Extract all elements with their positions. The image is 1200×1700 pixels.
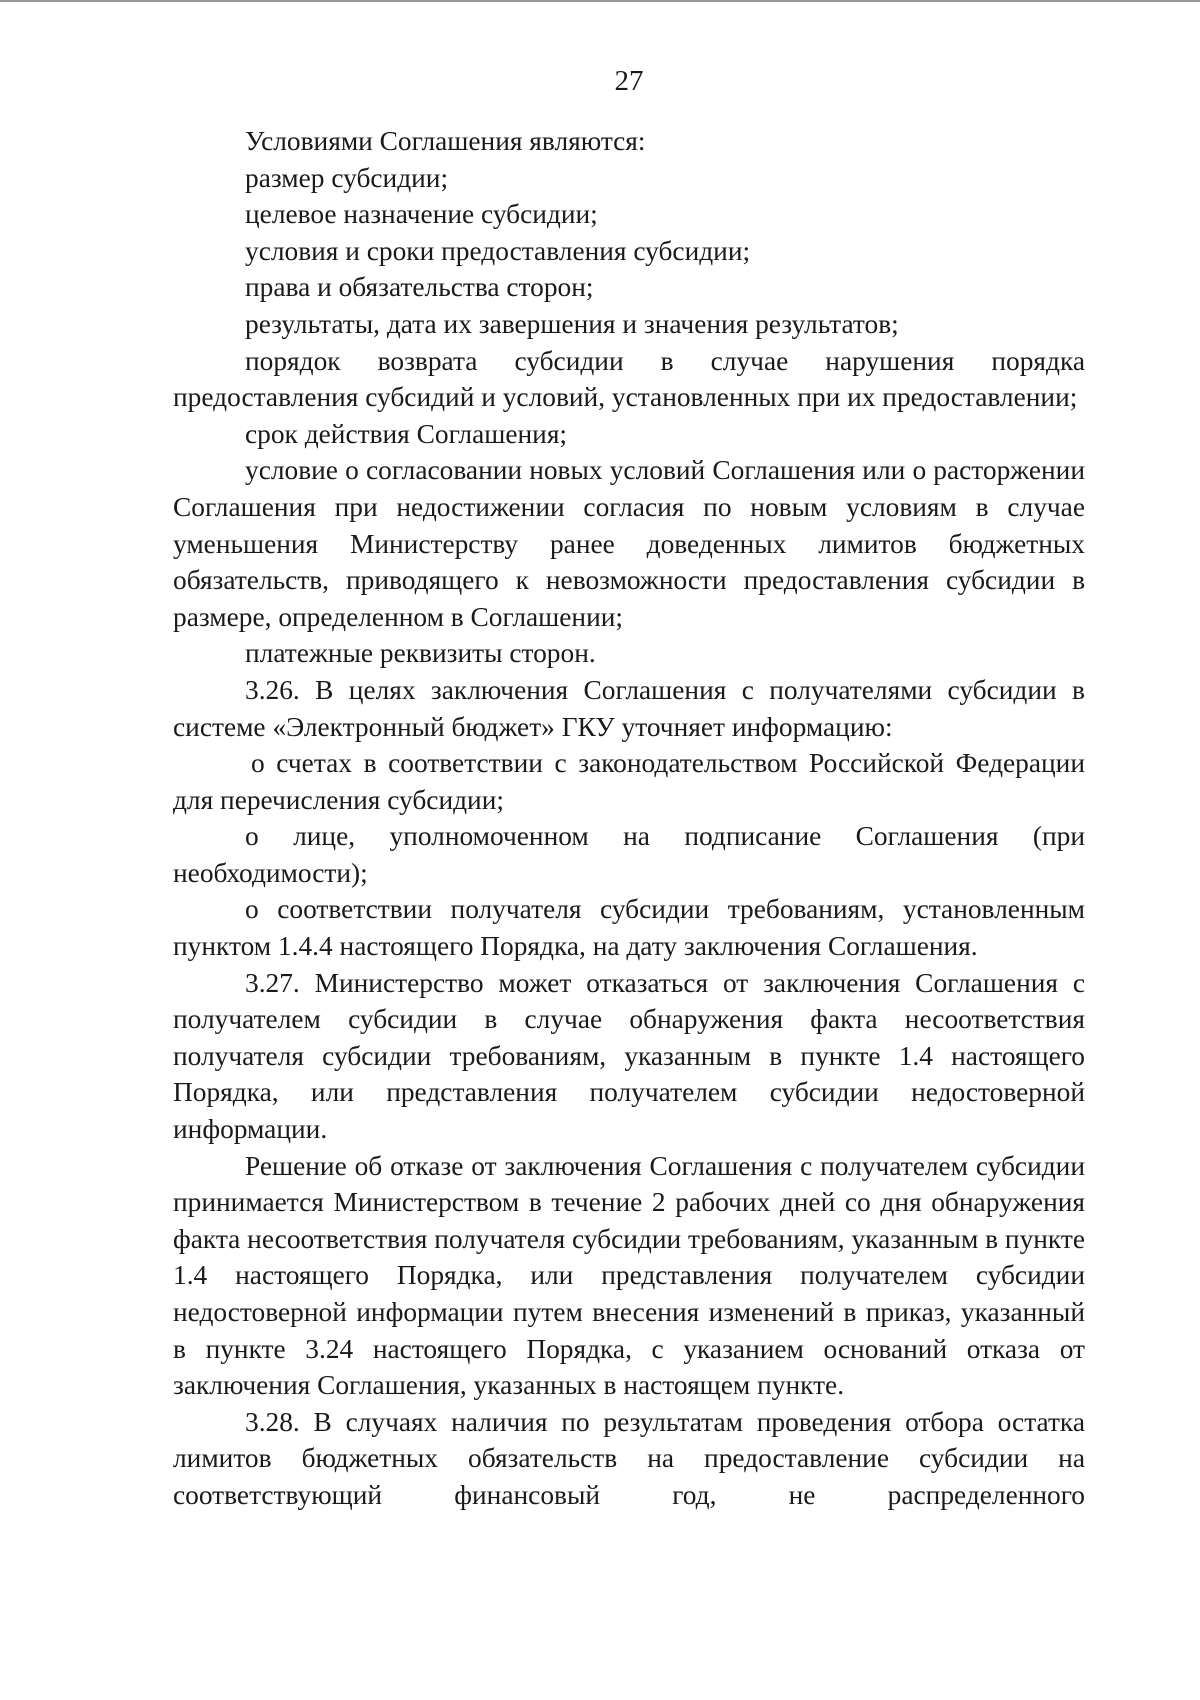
paragraph-results: результаты, дата их завершения и значения результатов; (245, 308, 899, 339)
paragraph-authorized-person: о лице, уполномоченном на подписание Соглашения (при необходимости); (173, 821, 1085, 888)
paragraph-agreement-term: срок действия Соглашения; (245, 418, 568, 449)
paragraph-new-conditions: условие о согласовании новых условий Соглашения или о расторжении Соглашения при недостижении согласия по новым условиям в случае уменьшения Министерству ранее доведенных лимитов бюджетных обязательств, приводящего к невозможности предоставления субсидии в размере, определенном в Соглашении; (173, 455, 1085, 632)
paragraph-subsidy-amount: размер субсидии; (245, 162, 449, 193)
scan-top-edge (0, 0, 1200, 2)
paragraph-3-26: 3.26. В целях заключения Соглашения с получателями субсидии в системе «Электронный бюджет» ГКУ уточняет информацию: (173, 674, 1085, 742)
paragraph-return-procedure: порядок возврата субсидии в случае нарушения порядка предоставления субсидий и условий, установленных при их предоставлении; (173, 345, 1085, 413)
paragraph-subsidy-purpose: целевое назначение субсидии; (245, 199, 598, 230)
paragraph-payment-details: платежные реквизиты сторон. (245, 638, 596, 669)
paragraph-3-27: 3.27. Министерство может отказаться от заключения Соглашения с получателем субсидии в случае обнаружения факта несоответствия получателя субсидии требованиям, указанным в пункте 1.4 настоящего Порядка, или представления получателем субсидии недостоверной информации. (173, 967, 1085, 1145)
page-number: 27 (614, 65, 644, 97)
document-body (173, 123, 1085, 1514)
paragraph-rights-and-obligations: права и обязательства сторон; (245, 272, 594, 303)
paragraph-accounts: о счетах в соответствии с законодательством Российской Федерации для перечисления субсидии; (173, 748, 1085, 815)
paragraph-refusal-decision: Решение об отказе от заключения Соглашения с получателем субсидии принимается Министерством в течение 2 рабочих дней со дня обнаружения факта несоответствия получателя субсидии требованиям, указанным в пункте 1.4 настоящего Порядка, или представления получателем субсидии недостоверной информации путем внесения изменений в приказ, указанный в пункте 3.24 настоящего Порядка, с указанием оснований отказа от заключения Соглашения, указанных в настоящем пункте. (173, 1150, 1085, 1401)
paragraph-requirements-compliance: о соответствии получателя субсидии требованиям, установленным пунктом 1.4.4 настоящего Порядка, на дату заключения Соглашения. (173, 894, 1085, 962)
paragraph-conditions-and-terms: условия и сроки предоставления субсидии; (245, 235, 751, 266)
paragraph-agreement-conditions-heading: Условиями Соглашения являются: (245, 126, 646, 156)
paragraph-3-28: 3.28. В случаях наличия по результатам проведения отбора остатка лимитов бюджетных обязательств на предоставление субсидии на соответствующий финансовый год, не распределенного (173, 1406, 1085, 1510)
